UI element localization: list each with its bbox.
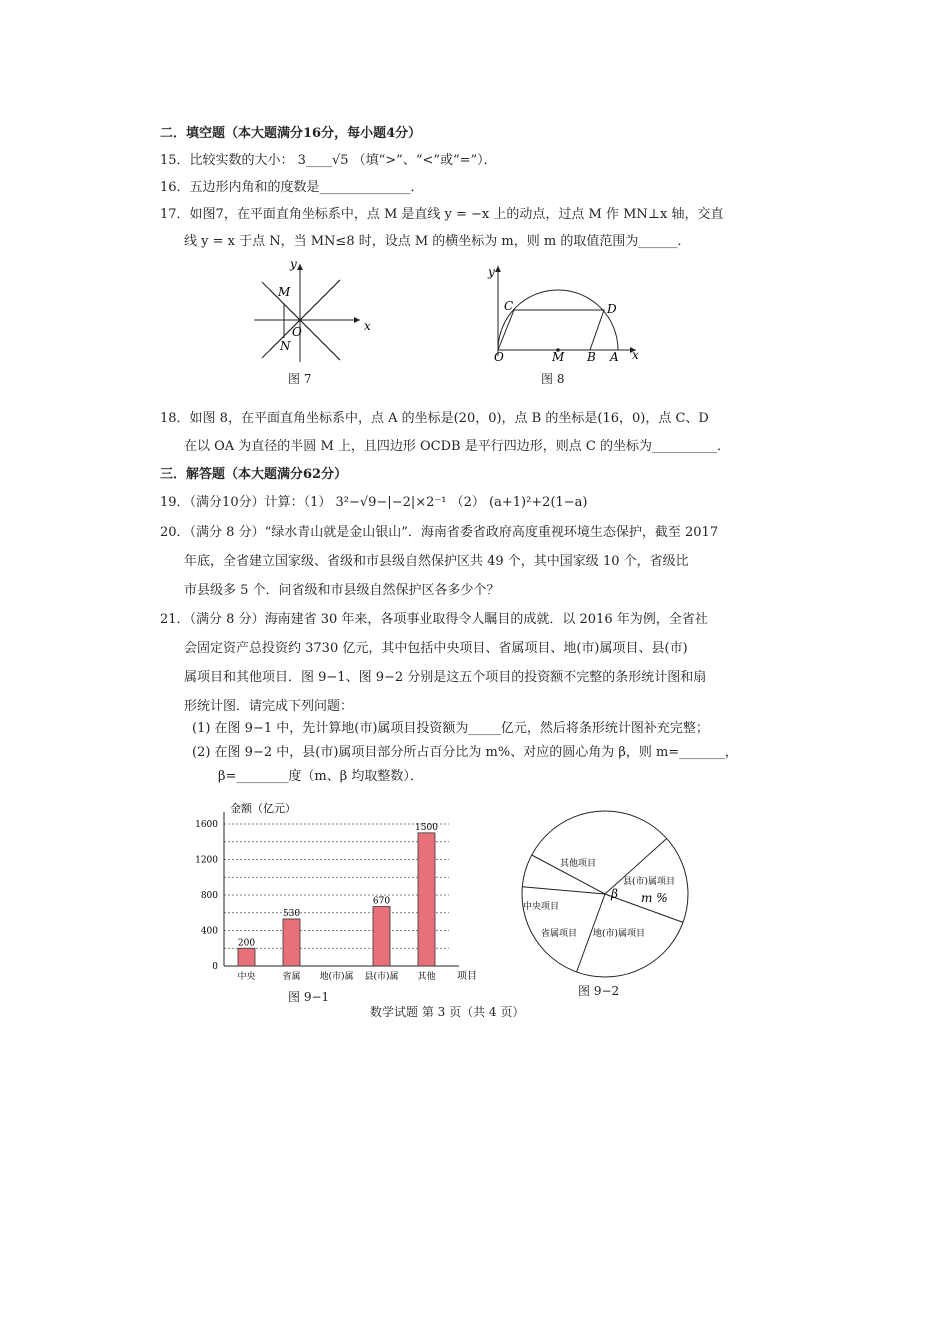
bar-category-label: 县(市)属: [364, 972, 399, 982]
pie-slice-label: 省属项目: [541, 929, 578, 939]
bar-ylabel: 金额（亿元）: [230, 802, 296, 815]
section-heading-fill-in: 二．填空题（本大题满分16分，每小题4分）: [160, 126, 422, 141]
fig7-label-m: M: [278, 285, 291, 299]
fig8-caption: 图 8: [541, 372, 565, 386]
fig8-label-c: C: [504, 299, 514, 313]
bar-ytick-label: 400: [200, 926, 218, 937]
pie-beta-label: β: [611, 887, 618, 901]
fig7-label-y: y: [290, 257, 297, 271]
pie-m-percent-label: m %: [641, 891, 668, 905]
question-16: 16．五边形内角和的度数是______________．: [160, 180, 424, 195]
fig8-label-d: D: [607, 302, 617, 316]
bar-ytick-label: 1600: [195, 820, 218, 830]
fig7-caption: 图 7: [288, 372, 312, 386]
bar-value-label: 200: [237, 938, 256, 949]
question-21-line3: 属项目和其他项目．图 9−1、图 9−2 分别是这五个项目的投资额不完整的条形统计图和扇: [184, 670, 707, 685]
bar-value-label: 530: [282, 908, 301, 919]
fig8-parallelogram: [498, 310, 604, 350]
question-17-line1: 17．如图7，在平面直角坐标系中，点 M 是直线 y = −x 上的动点，过点 M 作 MN⊥x 轴，交直: [160, 207, 724, 222]
bar-value-label: 1500: [415, 822, 438, 833]
pie-slice-label: 县(市)属项目: [623, 877, 676, 887]
pie-slice-label: 中央项目: [523, 902, 560, 912]
bar-3: [373, 907, 390, 966]
bar-value-label: 670: [372, 896, 391, 907]
question-20-line1: 20．（满分 8 分）“绿水青山就是金山银山”．海南省委省政府高度重视环境生态保护，截至 2017: [160, 525, 719, 540]
pie-slice-label: 地(市)属项目: [593, 929, 646, 939]
bar-ytick-label: 800: [200, 891, 218, 901]
question-21-sub1: (1) 在图 9−1 中，先计算地(市)属项目投资额为_____亿元，然后将条形统计图补充完整；: [192, 721, 709, 736]
question-21-line1: 21．（满分 8 分）海南建省 30 年来，各项事业取得令人瞩目的成就．以 2016 年为例，全省社: [160, 612, 708, 627]
page-footer: 数学试题 第 3 页（共 4 页）: [370, 1005, 525, 1019]
section-heading-answer: 三．解答题（本大题满分62分）: [160, 467, 348, 482]
bar-0: [238, 948, 255, 966]
fig7-label-x: x: [364, 319, 371, 333]
fig7-label-n: N: [280, 339, 291, 353]
figure-7: [248, 257, 371, 368]
pie-slice-label: 其他项目: [560, 859, 597, 869]
fig8-label-y: y: [488, 265, 495, 279]
question-20-line3: 市县级多 5 个．问省级和市县级自然保护区各多少个？: [184, 583, 500, 598]
question-21-line2: 会固定资产总投资约 3730 亿元，其中包括中央项目、省属项目、地(市)属项目、县(市): [184, 641, 688, 656]
bar-ytick-label: 1200: [195, 855, 218, 866]
bar-category-label: 地(市)属: [319, 972, 354, 982]
fig8-label-x: x: [632, 348, 639, 362]
question-21-line4: 形统计图．请完成下列问题：: [184, 699, 354, 714]
question-21-sub2b: β=________度（m、β 均取整数）．: [218, 769, 423, 784]
question-20-line2: 年底，全省建立国家级、省级和市县级自然保护区共 49 个，其中国家级 10 个，省级比: [184, 554, 689, 569]
fig9-2-caption: 图 9−2: [578, 984, 620, 998]
question-18-line1: 18．如图 8，在平面直角坐标系中，点 A 的坐标是(20，0)，点 B 的坐标是(16，0)，点 C、D: [160, 411, 709, 426]
fig7-label-o: O: [292, 325, 302, 339]
fig8-label-o: O: [494, 350, 504, 364]
question-15: 15．比较实数的大小： 3____√5 （填“>”、“<”或“=”）．: [160, 153, 497, 168]
bar-xlabel: 项目: [457, 971, 477, 982]
question-21-sub2a: (2) 在图 9−2 中，县(市)属项目部分所占百分比为 m%、对应的圆心角为 β，则 m=_______，: [192, 745, 738, 760]
bar-4: [418, 833, 435, 966]
bar-1: [283, 919, 300, 966]
question-17-line2: 线 y = x 于点 N，当 MN≤8 时，设点 M 的横坐标为 m，则 m 的取值范围为______．: [184, 234, 691, 249]
fig8-label-m: M: [552, 350, 565, 364]
bar-category-label: 省属: [282, 972, 301, 982]
question-19: 19．（满分10分）计算：（1） 3²−√9−|−2|×2⁻¹ （2） (a+1)²+2(1−a): [160, 495, 588, 510]
fig9-1-caption: 图 9−1: [288, 990, 330, 1004]
figure-8: [486, 262, 646, 362]
figure-9-1-bar-chart: [190, 798, 480, 998]
question-18-line2: 在以 OA 为直径的半圆 M 上，且四边形 OCDB 是平行四边形，则点 C 的坐标为__________．: [184, 439, 730, 454]
figure-9-2-pie-chart: [515, 808, 695, 980]
bar-category-label: 其他: [417, 972, 436, 982]
bar-ytick-label: 0: [212, 962, 218, 972]
fig8-label-a: A: [610, 350, 619, 364]
fig8-label-b: B: [587, 350, 596, 364]
bar-category-label: 中央: [237, 972, 256, 982]
